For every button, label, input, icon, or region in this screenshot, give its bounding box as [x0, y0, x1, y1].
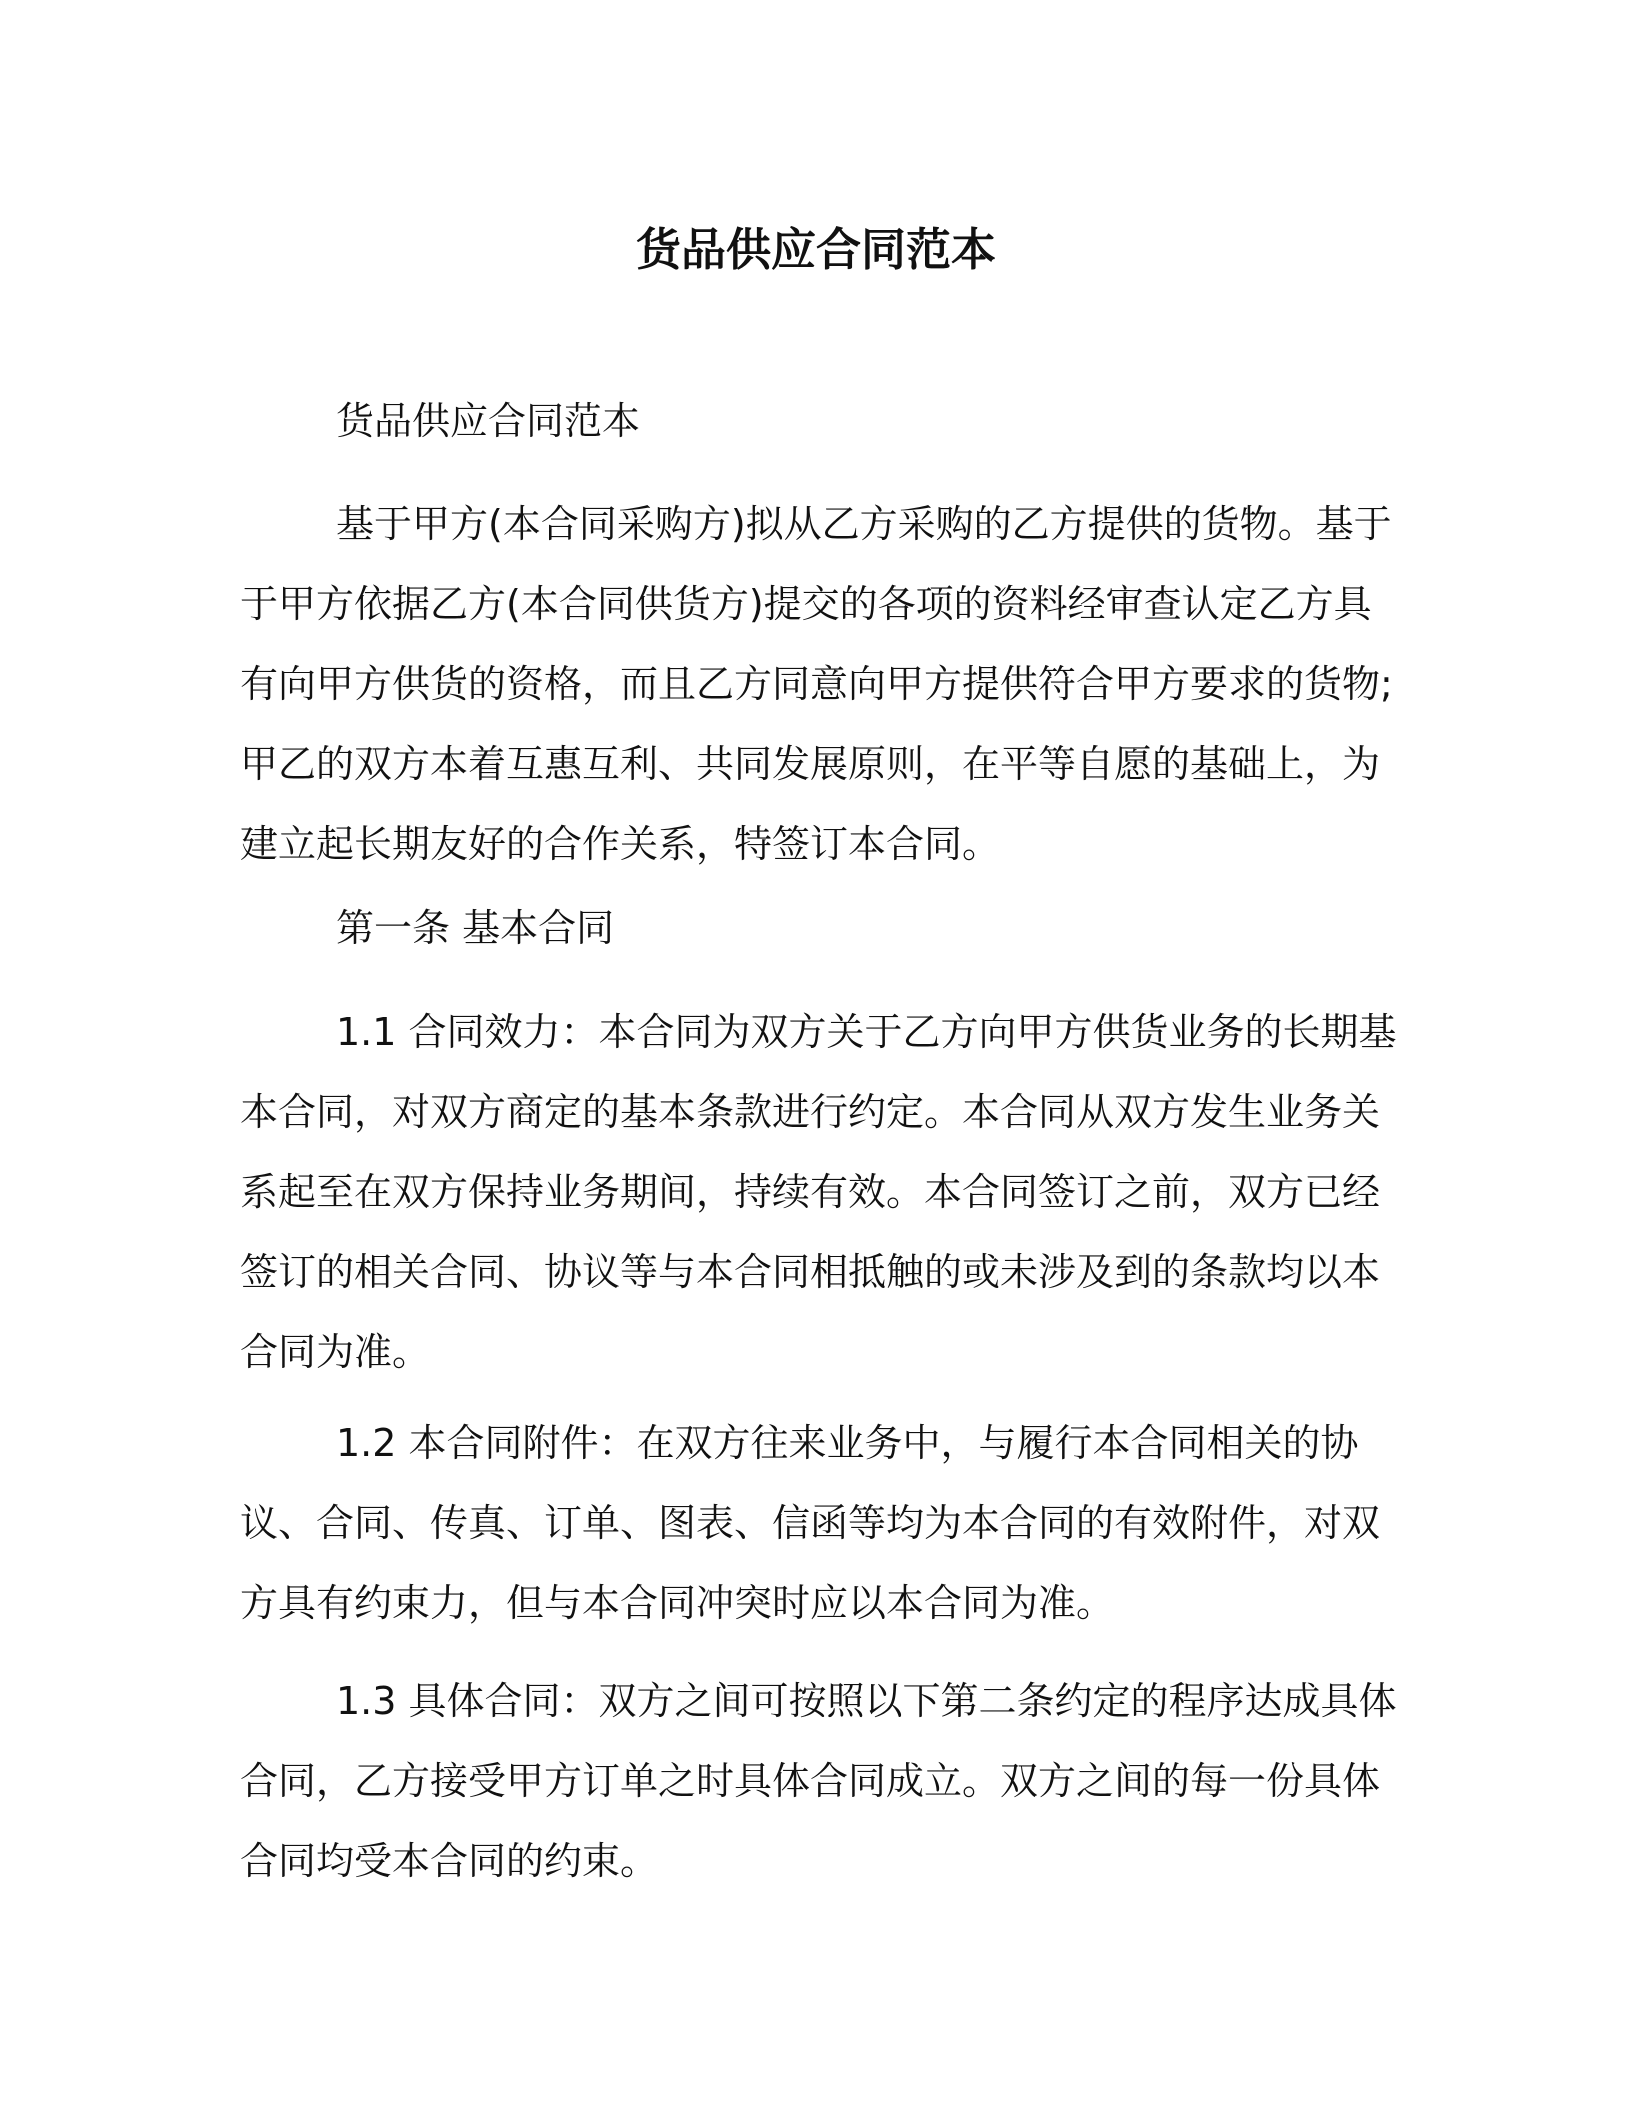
article-1-heading: 第一条 基本合同 — [336, 906, 615, 950]
clause-1-3-paragraph: 1.3 具体合同：双方之间可按照以下第二条约定的程序达成具体合同，乙方接受甲方订单之时具体合同成立。双方之间的每一份具体合同均受本合同的约束。 — [240, 1679, 1397, 1883]
preamble-paragraph: 基于甲方(本合同采购方)拟从乙方采购的乙方提供的货物。基于于甲方依据乙方(本合同供货方)提交的各项的资料经审查认定乙方具有向甲方供货的资格，而且乙方同意向甲方提供符合甲方要求的货物;甲乙的双方本着互惠互利、共同发展原则，在平等自愿的基础上，为建立起长期友好的合作关系，特签订本合同。 — [240, 502, 1393, 866]
clause-1-1-paragraph: 1.1 合同效力：本合同为双方关于乙方向甲方供货业务的长期基本合同，对双方商定的基本条款进行约定。本合同从双方发生业务关系起至在双方保持业务期间，持续有效。本合同签订之前，双方已经签订的相关合同、协议等与本合同相抵触的或未涉及到的条款均以本合同为准。 — [240, 1010, 1397, 1374]
document-subtitle: 货品供应合同范本 — [336, 399, 641, 443]
document-title: 货品供应合同范本 — [635, 223, 996, 276]
clause-1-2-paragraph: 1.2 本合同附件：在双方往来业务中，与履行本合同相关的协议、合同、传真、订单、图表、信函等均为本合同的有效附件，对双方具有约束力，但与本合同冲突时应以本合同为准。 — [240, 1421, 1381, 1625]
